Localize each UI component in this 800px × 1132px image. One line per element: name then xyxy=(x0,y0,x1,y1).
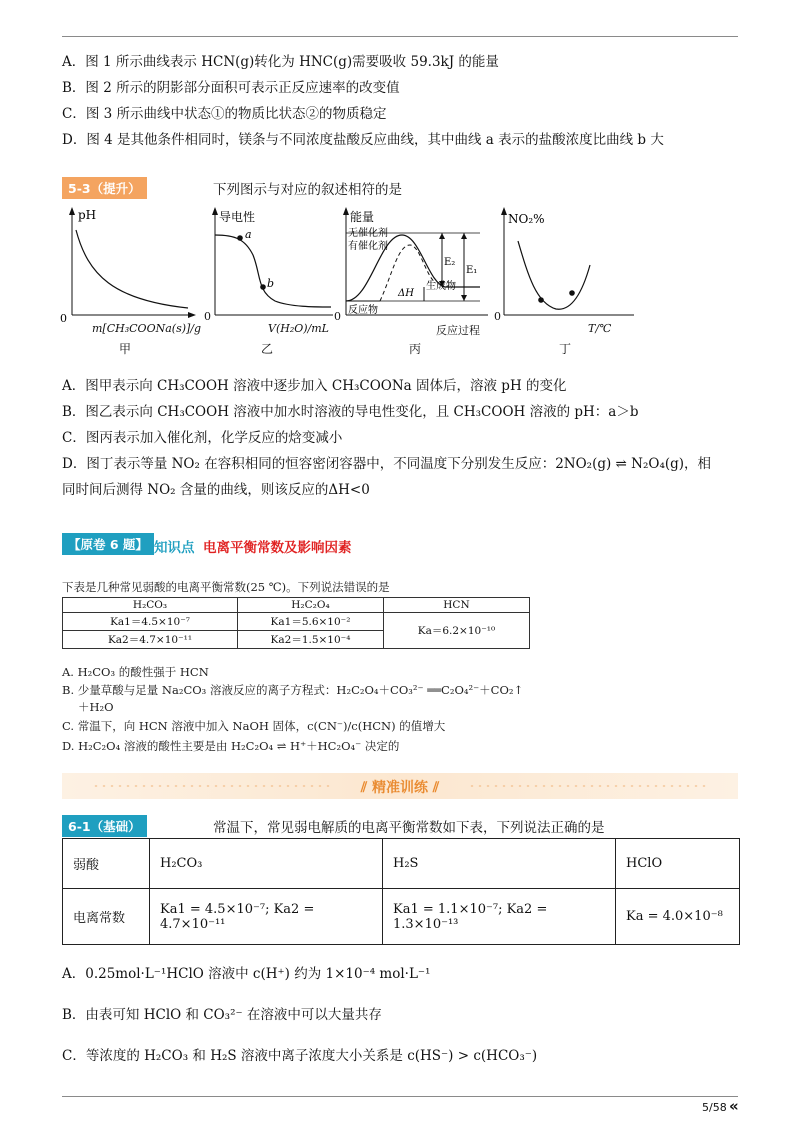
q6-1-cell-hclo: HClO xyxy=(616,839,740,889)
q6-option-b2: ＋H₂O xyxy=(78,700,114,714)
q6-1-option-c: C．等浓度的 H₂CO₃ 和 H₂S 溶液中离子浓度大小关系是 c(HS⁻) > c(HCO₃⁻) xyxy=(62,1048,538,1064)
practice-banner-title xyxy=(62,777,738,797)
graph-bing xyxy=(340,205,490,335)
graph-bing-caption: 丙 xyxy=(408,342,421,356)
q5-3-option-a: A．图甲表示向 CH₃COOH 溶液中逐步加入 CH₃COONa 固体后，溶液 pH 的变化 xyxy=(62,378,567,394)
graph-bing-y-label: 能量 xyxy=(350,210,375,224)
graph-ding-caption: 丁 xyxy=(558,342,571,356)
q5-2-option-c: C．图 3 所示曲线中状态①的物质比状态②的物质稳定 xyxy=(62,106,387,122)
graph-jia-x-label: m[CH₃COONa(s)]/g xyxy=(92,322,202,335)
q5-3-option-d2: 同时间后测得 NO₂ 含量的曲线，则该反应的ΔH<0 xyxy=(62,482,370,498)
q5-2-option-a: A．图 1 所示曲线表示 HCN(g)转化为 HNC(g)需要吸收 59.3kJ 的能量 xyxy=(62,54,499,70)
graph-bing-origin: 0 xyxy=(334,310,341,323)
graph-yi-point-b: b xyxy=(267,277,275,290)
footer-rule xyxy=(62,1096,738,1097)
graph-bing-e1-label: E₁ xyxy=(466,265,478,276)
graph-bing-reactant-label: 反应物 xyxy=(348,305,378,316)
q5-3-option-c: C．图丙表示加入催化剂，化学反应的焓变减小 xyxy=(62,430,343,446)
graph-ding-y-label: NO₂% xyxy=(508,212,545,226)
graph-jia-origin: 0 xyxy=(60,312,67,325)
graph-yi xyxy=(205,205,335,335)
q5-2-option-b: B．图 2 所示的阴影部分面积可表示正反应速率的改变值 xyxy=(62,80,400,96)
graph-bing-dh-label: ΔH xyxy=(398,288,414,299)
q6-stem: 下表是几种常见弱酸的电离平衡常数(25 ℃)。下列说法错误的是 xyxy=(62,580,390,594)
banner-right-slash-icon: ⫽ xyxy=(428,780,440,796)
q5-2-option-d: D．图 4 是其他条件相同时，镁条与不同浓度盐酸反应曲线，其中曲线 a 表示的盐酸浓度比曲线 b 大 xyxy=(62,132,664,148)
graph-ding xyxy=(498,205,638,335)
graph-bing-product-label: 生成物 xyxy=(426,281,456,292)
q6-table-h2c2o4-ka2: Ka2＝1.5×10⁻⁴ xyxy=(238,631,384,649)
q6-table-h2co3-ka1: Ka1＝4.5×10⁻⁷ xyxy=(63,613,238,631)
graph-ding-origin: 0 xyxy=(494,310,501,323)
graph-yi-origin: 0 xyxy=(204,310,211,323)
graph-jia-y-label: pH xyxy=(78,208,97,222)
practice-banner xyxy=(62,773,738,799)
q6-1-constant-table xyxy=(62,838,740,945)
q6-option-b1: B. 少量草酸与足量 Na₂CO₃ 溶液反应的离子方程式：H₂C₂O₄＋CO₃²⁻ ══C₂O₄²⁻＋CO₂↑ xyxy=(62,683,524,697)
graph-jia-caption: 甲 xyxy=(118,342,131,356)
q6-1-cell-hclo-ka: Ka = 4.0×10⁻⁸ xyxy=(616,889,740,945)
q6-1-cell-h2s: H₂S xyxy=(383,839,616,889)
q6-kp-label: 知识点 xyxy=(154,540,195,556)
q6-1-option-a: A．0.25mol·L⁻¹HClO 溶液中 c(H⁺) 约为 1×10⁻⁴ mol·L⁻¹ xyxy=(62,966,431,982)
q6-table-header-h2co3: H₂CO₃ xyxy=(63,598,238,613)
graph-yi-x-label: V(H₂O)/mL xyxy=(268,322,329,335)
page-mark-icon: « xyxy=(729,1097,739,1115)
q6-1-cell-h2s-ka: Ka1 = 1.1×10⁻⁷; Ka2 = 1.3×10⁻¹³ xyxy=(383,889,616,945)
q6-kp-title: 电离平衡常数及影响因素 xyxy=(203,540,352,556)
banner-label: 精准训练 xyxy=(372,780,428,796)
q6-option-d: D. H₂C₂O₄ 溶液的酸性主要是由 H₂C₂O₄ ⇌ H⁺＋HC₂O₄⁻ 决定的 xyxy=(62,739,400,753)
q6-1-stem: 常温下，常见弱电解质的电离平衡常数如下表，下列说法正确的是 xyxy=(213,820,605,836)
q6-1-cell-constant-label: 电离常数 xyxy=(63,889,150,945)
q6-1-cell-h2co3: H₂CO₃ xyxy=(150,839,383,889)
q6-option-c: C. 常温下，向 HCN 溶液中加入 NaOH 固体，c(CN⁻)/c(HCN) 的值增大 xyxy=(62,719,446,733)
q6-table-h2c2o4-ka1: Ka1＝5.6×10⁻² xyxy=(238,613,384,631)
graph-bing-e2-label: E₂ xyxy=(444,257,456,268)
q6-constant-table xyxy=(62,597,530,649)
q6-1-cell-weak-acid: 弱酸 xyxy=(63,839,150,889)
q6-table-hcn-ka: Ka＝6.2×10⁻¹⁰ xyxy=(383,613,529,649)
q5-3-tag: 5-3（提升） xyxy=(62,177,147,199)
q6-1-tag: 6-1（基础） xyxy=(62,815,147,837)
q6-tag: 【原卷 6 题】 xyxy=(62,533,154,555)
q5-3-option-d1: D．图丁表示等量 NO₂ 在容积相同的恒容密闭容器中，不同温度下分别发生反应：2NO₂(g) ⇌ N₂O₄(g)，相 xyxy=(62,456,712,472)
graph-bing-no-cat-label: 无催化剂 xyxy=(348,228,388,239)
graph-ding-x-label: T/℃ xyxy=(588,322,612,335)
graph-yi-caption: 乙 xyxy=(260,342,273,356)
q6-1-option-b: B．由表可知 HClO 和 CO₃²⁻ 在溶液中可以大量共存 xyxy=(62,1007,382,1023)
q5-3-stem: 下列图示与对应的叙述相符的是 xyxy=(213,182,402,198)
q6-1-cell-h2co3-ka: Ka1 = 4.5×10⁻⁷; Ka2 = 4.7×10⁻¹¹ xyxy=(150,889,383,945)
q6-table-header-h2c2o4: H₂C₂O₄ xyxy=(238,598,384,613)
graph-yi-point-a: a xyxy=(245,228,252,241)
graph-bing-cat-label: 有催化剂 xyxy=(348,241,388,252)
q6-table-header-hcn: HCN xyxy=(383,598,529,613)
graph-bing-x-label: 反应过程 xyxy=(436,324,480,337)
q5-3-option-b: B．图乙表示向 CH₃COOH 溶液中加水时溶液的导电性变化，且 CH₃COOH 溶液的 pH：a＞b xyxy=(62,404,639,420)
header-rule xyxy=(62,36,738,37)
graph-jia xyxy=(58,205,198,335)
page-number: 5/58 xyxy=(702,1101,727,1114)
q6-table-h2co3-ka2: Ka2＝4.7×10⁻¹¹ xyxy=(63,631,238,649)
banner-left-slash-icon: ⫽ xyxy=(360,780,372,796)
q6-option-a: A. H₂CO₃ 的酸性强于 HCN xyxy=(62,665,209,679)
graph-yi-y-label: 导电性 xyxy=(219,210,256,224)
